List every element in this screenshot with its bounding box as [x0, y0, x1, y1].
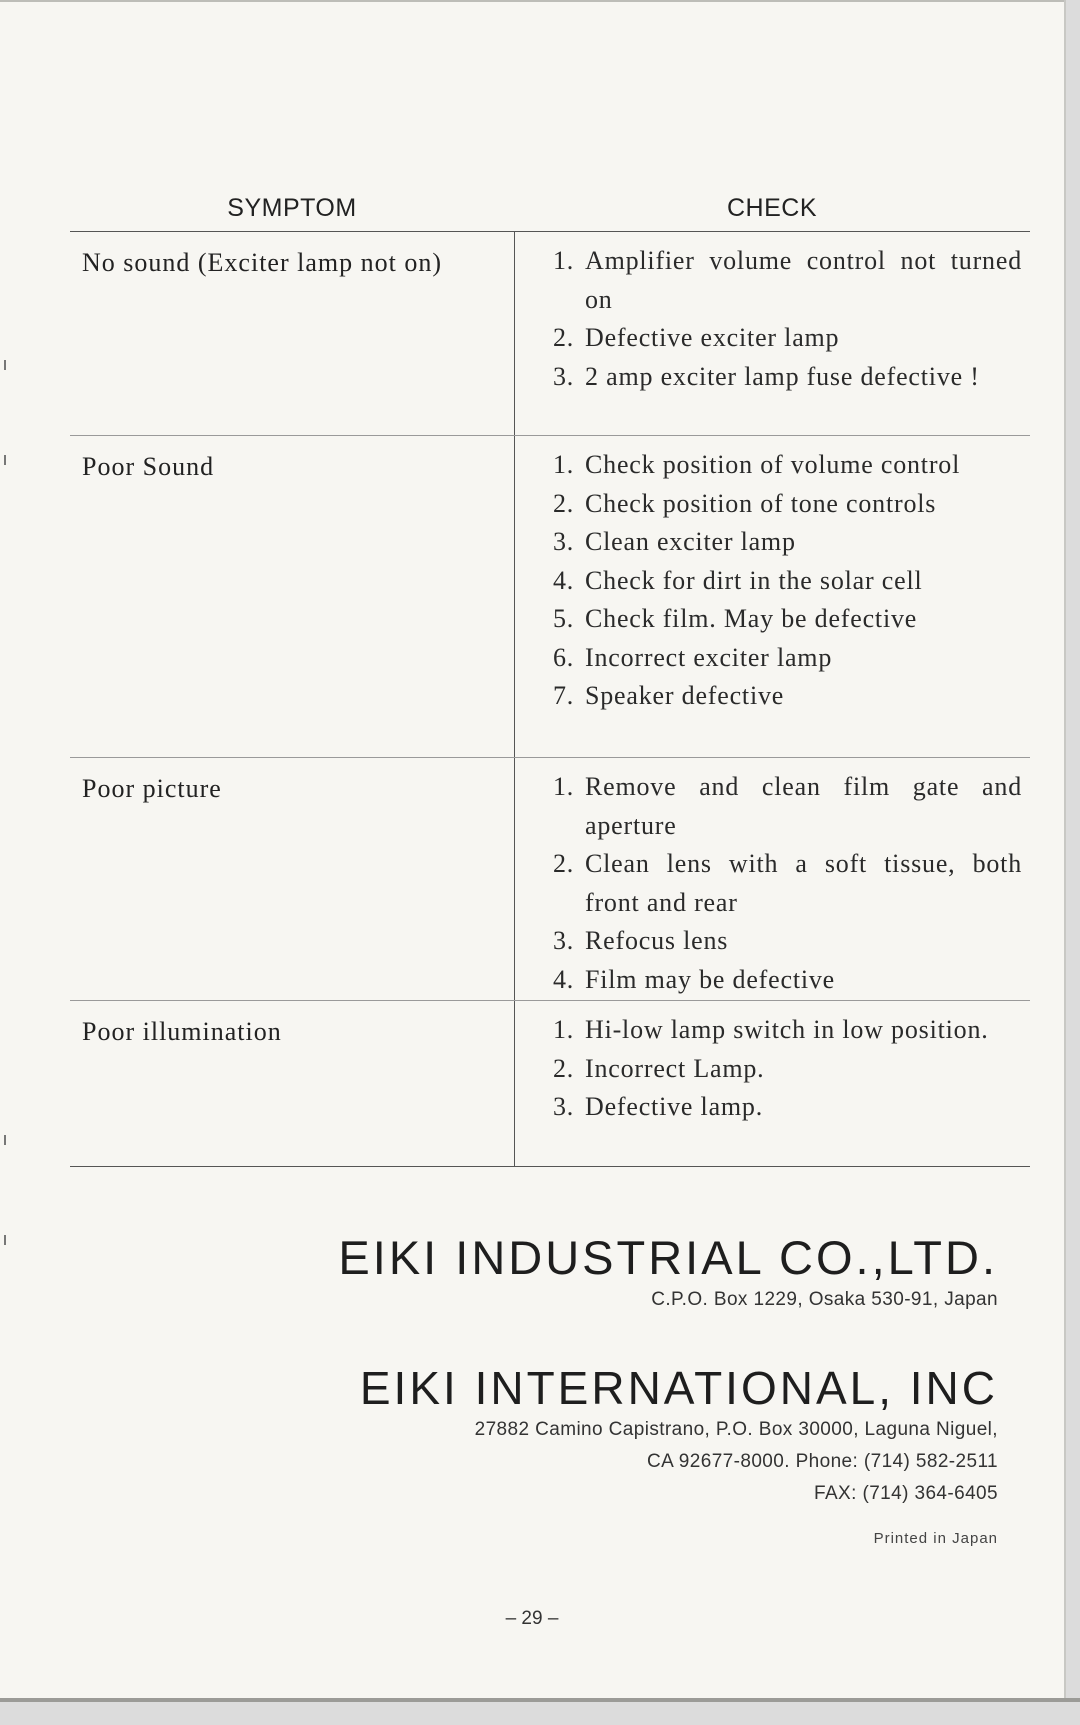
check-number: 6. [553, 642, 575, 672]
symptom-cell: Poor Sound [82, 452, 215, 481]
check-cell [514, 232, 1030, 435]
symptom-cell: Poor picture [82, 774, 222, 803]
margin-mark [4, 1235, 6, 1245]
company-address: C.P.O. Box 1229, Osaka 530-91, Japan [651, 1289, 998, 1310]
check-number: 4. [553, 565, 575, 595]
check-item [553, 319, 1022, 358]
check-text: Check film. May be defective [585, 604, 918, 633]
check-text: Clean exciter lamp [585, 527, 796, 556]
company-phone: CA 92677-8000. Phone: (714) 582-2511 [646, 1451, 998, 1472]
company-block-international [360, 1362, 998, 1510]
check-item [553, 961, 1022, 1000]
check-number: 1. [553, 246, 575, 275]
check-item [553, 446, 1022, 485]
check-text: Speaker defective [585, 681, 785, 710]
check-item [553, 485, 1022, 524]
troubleshooting-table [70, 188, 1030, 1167]
check-cell [514, 1001, 1030, 1166]
check-number: 5. [553, 604, 575, 633]
check-item [553, 845, 1022, 922]
check-text: Hi-low lamp switch in low position. [585, 1015, 989, 1044]
check-number: 3. [553, 361, 575, 391]
check-text: Clean lens with a soft tissue, both front and rear [585, 849, 1022, 917]
company-name: EIKI INDUSTRIAL CO.,LTD. [338, 1231, 998, 1284]
check-item [553, 523, 1022, 562]
printed-note: Printed in Japan [873, 1530, 998, 1547]
check-item [553, 600, 1022, 639]
header-check: CHECK [726, 194, 817, 222]
check-list [553, 242, 1022, 396]
check-item [553, 1050, 1022, 1089]
check-item [553, 922, 1022, 961]
check-text: Incorrect exciter lamp [585, 642, 833, 672]
table-header [70, 188, 1030, 232]
margin-mark [4, 360, 6, 370]
check-number: 1. [553, 450, 575, 479]
check-item [553, 677, 1022, 716]
check-item [553, 639, 1022, 678]
check-item [553, 358, 1022, 397]
check-text: Remove and clean film gate and aperture [585, 772, 1022, 840]
check-item [553, 242, 1022, 319]
check-number: 2. [553, 488, 575, 518]
check-text: Check position of volume control [585, 450, 961, 479]
table-row [70, 436, 1030, 758]
company-block-industrial [338, 1232, 998, 1316]
check-number: 2. [553, 323, 575, 352]
check-item [553, 1011, 1022, 1050]
check-number: 1. [553, 772, 575, 801]
table-row [70, 1001, 1030, 1167]
check-item [553, 562, 1022, 601]
company-address: 27882 Camino Capistrano, P.O. Box 30000, Laguna Niguel, [474, 1419, 998, 1440]
company-name: EIKI INTERNATIONAL, INC [359, 1362, 998, 1414]
check-number: 1. [553, 1015, 575, 1044]
check-item [553, 1088, 1022, 1127]
check-item [553, 768, 1022, 845]
header-symptom: SYMPTOM [227, 194, 357, 222]
page-number: – 29 – [505, 1608, 559, 1629]
check-text: Amplifier volume control not turned on [585, 246, 1022, 314]
check-number: 2. [553, 1053, 575, 1083]
check-text: 2 amp exciter lamp fuse defective ! [585, 361, 980, 391]
check-text: Defective exciter lamp [585, 323, 840, 352]
check-number: 7. [553, 681, 575, 710]
check-number: 3. [553, 527, 575, 556]
check-text: Check position of tone controls [585, 488, 937, 518]
symptom-cell: Poor illumination [82, 1017, 282, 1046]
page-bottom-edge [0, 1698, 1080, 1702]
check-text: Incorrect Lamp. [585, 1053, 765, 1083]
table-row [70, 232, 1030, 436]
check-number: 3. [553, 926, 575, 955]
check-list [553, 1011, 1022, 1127]
company-fax: FAX: (714) 364-6405 [814, 1483, 998, 1504]
check-text: Refocus lens [585, 926, 729, 955]
check-number: 2. [553, 849, 575, 878]
check-text: Check for dirt in the solar cell [585, 565, 923, 595]
check-cell [514, 436, 1030, 757]
page-top-edge [0, 0, 1064, 2]
check-list [553, 446, 1022, 716]
margin-mark [4, 455, 6, 465]
check-number: 3. [553, 1092, 575, 1121]
check-list [553, 768, 1022, 999]
check-number: 4. [553, 964, 575, 994]
table-row [70, 758, 1030, 1001]
check-text: Film may be defective [585, 964, 835, 994]
check-text: Defective lamp. [585, 1092, 764, 1121]
margin-mark [4, 1135, 6, 1145]
check-cell [514, 758, 1030, 1000]
symptom-cell: No sound (Exciter lamp not on) [82, 248, 442, 277]
